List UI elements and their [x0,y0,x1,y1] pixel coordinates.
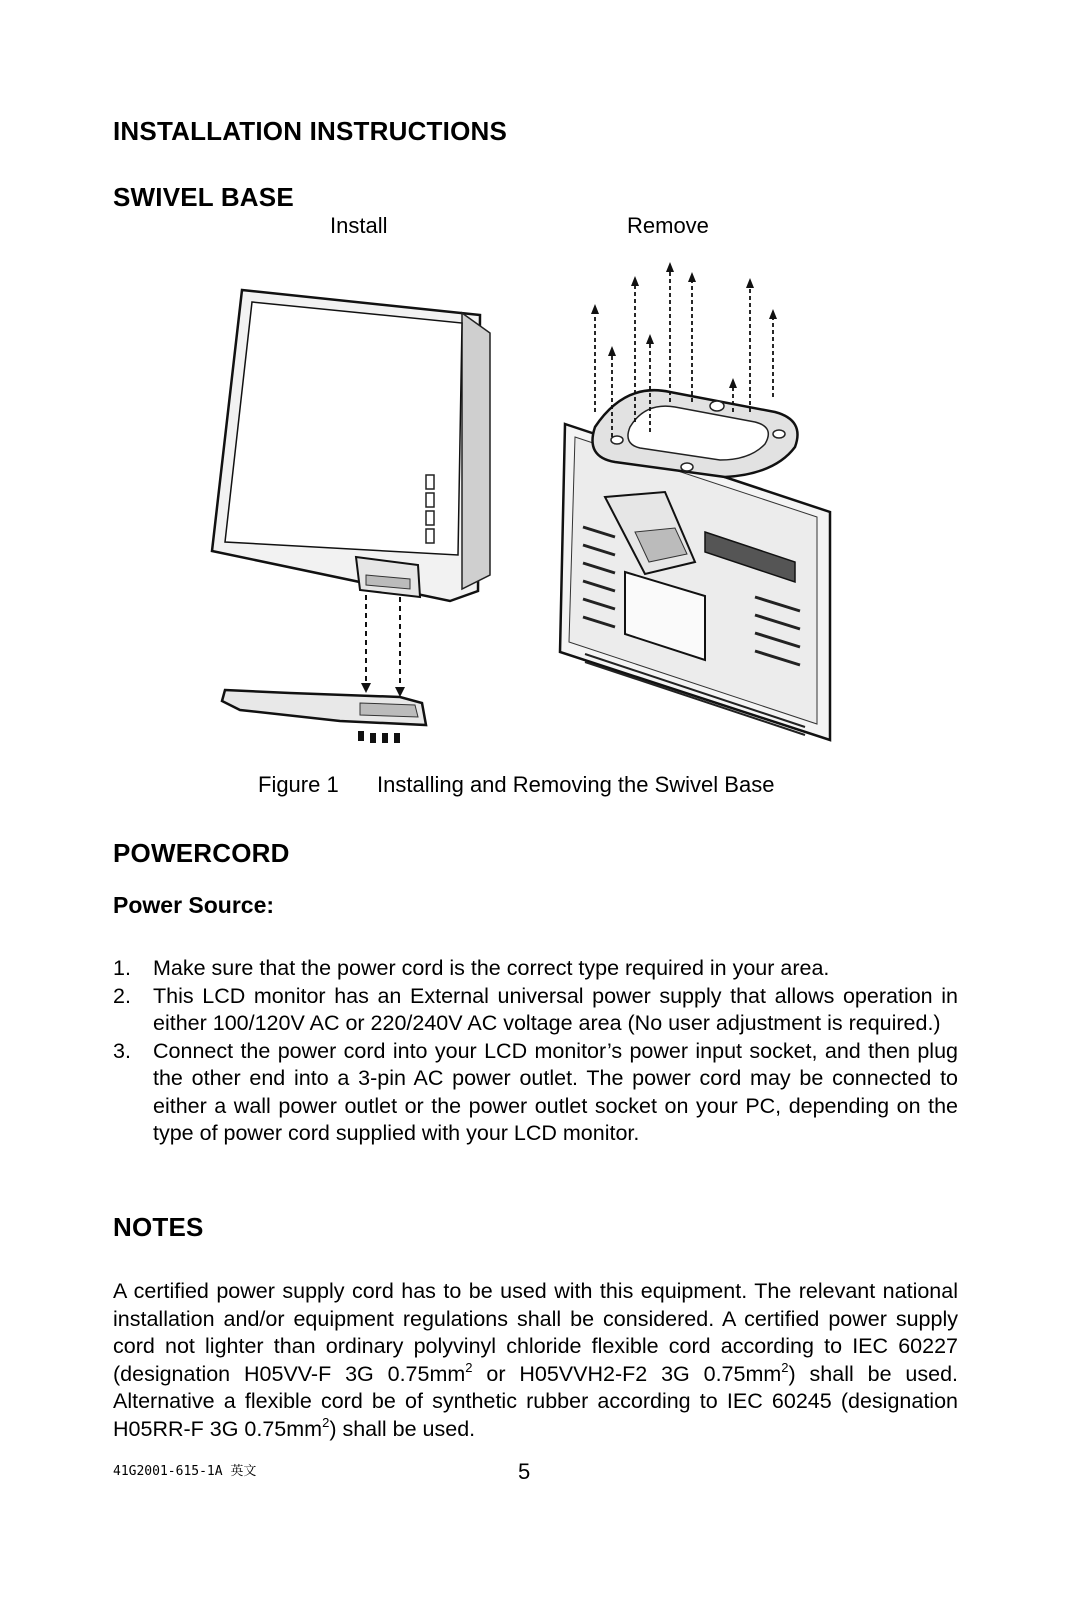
list-item-text: This LCD monitor has an External universal power supply that allows operation in either 100/120V AC or 220/240V AC voltage area (No user adjustment is required.) [153,983,958,1035]
list-item-number: 3. [113,1038,131,1063]
section-heading-powercord: POWERCORD [113,838,290,868]
footer-doc-code: 41G2001-615-1A 英文 [113,1464,257,1479]
list-item-text: Make sure that the power cord is the correct type required in your area. [153,956,830,980]
figure-label-remove: Remove [627,213,709,238]
section-heading-notes: NOTES [113,1212,204,1242]
list-item [113,1038,958,1148]
notes-superscript-3: 2 [322,1414,330,1430]
notes-text-3: ) shall be used. Alternative a flexible cord be of synthetic rubber according to IEC 60245 (designation H05RR-F 3G 0.75mm [113,1361,958,1441]
notes-paragraph [113,1278,958,1443]
power-source-steps [113,955,958,1148]
list-item-number: 2. [113,983,131,1008]
section-heading-swivel-base: SWIVEL BASE [113,182,294,212]
notes-text-4: ) shall be used. [329,1416,476,1441]
figure-caption-number: Figure 1 [258,772,339,797]
subheading-power-source: Power Source: [113,892,275,918]
page-title: INSTALLATION INSTRUCTIONS [113,116,508,146]
list-item-number: 1. [113,956,131,980]
notes-text-1: A certified power supply cord has to be used with this equipment. The relevant national installation and/or equipment regulations shall be considered. A certified power supply cord not lighter than ordinary polyvinyl chloride flexible cord according to IEC 60227 (designation H05VV-F 3G 0.75mm [113,1279,958,1386]
notes-superscript-2: 2 [781,1359,789,1375]
notes-text-2: or H05VVH2-F2 3G 0.75mm [472,1361,782,1386]
list-item-text: Connect the power cord into your LCD monitor’s power input socket, and then plug the other end into a 3-pin AC power outlet. The power cord may be connected to either a wall power outlet or the power outlet socket on your PC, depending on the type of power cord supplied with your LCD monitor. [153,1038,958,1145]
figure-caption-text: Installing and Removing the Swivel Base [377,772,775,797]
figure-label-install: Install [330,213,388,238]
remove-illustration [555,262,850,752]
notes-superscript-1: 2 [465,1359,473,1375]
list-item [113,955,958,983]
list-item [113,983,958,1038]
page-number: 5 [518,1459,531,1484]
install-illustration [200,285,500,755]
